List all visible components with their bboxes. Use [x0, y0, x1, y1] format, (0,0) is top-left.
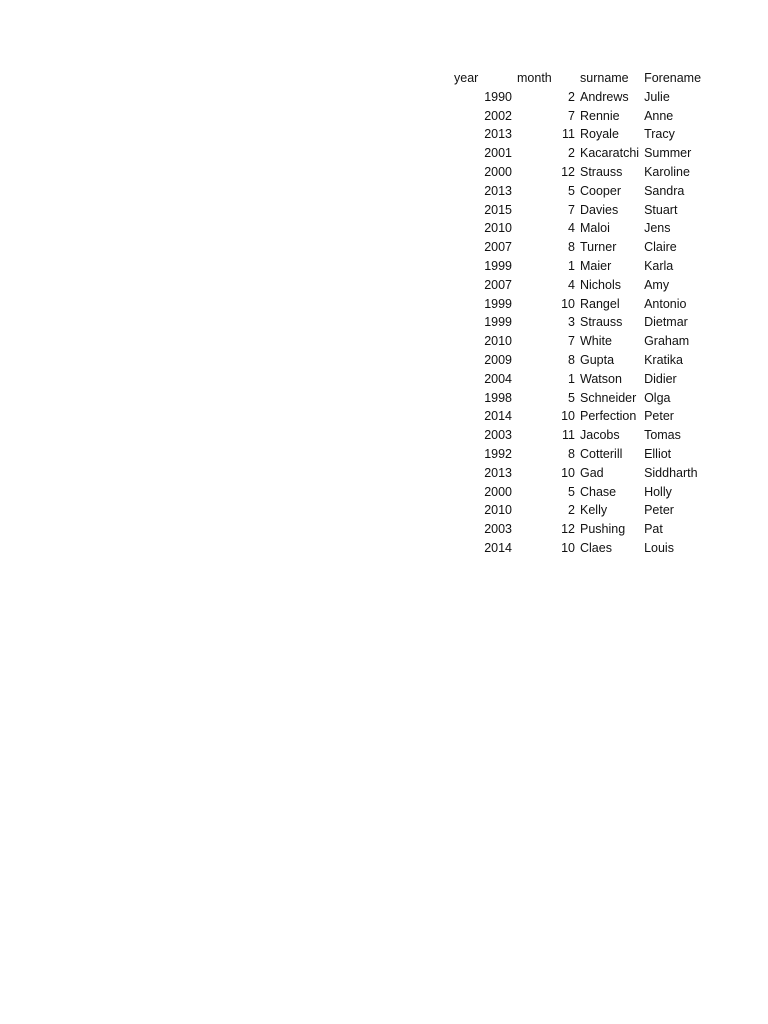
cell-year: 2013: [484, 127, 512, 142]
cell-surname: Claes: [580, 540, 612, 555]
cell-forename: Dietmar: [644, 315, 688, 330]
cell-month: 12: [561, 522, 575, 537]
cell-forename: Anne: [644, 108, 674, 123]
table-row: [451, 182, 704, 201]
cell-year: 2007: [484, 240, 512, 255]
cell-surname: Perfection: [580, 409, 637, 424]
cell-year: 2000: [484, 164, 512, 179]
cell-surname: Schneider: [580, 390, 637, 405]
cell-surname: Jacobs: [580, 428, 620, 443]
cell-forename: Sandra: [644, 183, 685, 198]
cell-month: 8: [568, 446, 575, 461]
cell-month: 10: [561, 296, 575, 311]
cell-month: 12: [561, 164, 575, 179]
cell-surname: Kelly: [580, 503, 608, 518]
cell-surname: Maloi: [580, 221, 610, 236]
cell-forename: Claire: [644, 240, 677, 255]
table-row: [451, 144, 704, 163]
cell-forename: Karla: [644, 258, 674, 273]
table-row: [451, 107, 704, 126]
cell-forename: Peter: [644, 503, 674, 518]
cell-year: 2000: [484, 484, 512, 499]
cell-year: 2013: [484, 465, 512, 480]
cell-month: 7: [568, 334, 575, 349]
cell-forename: Elliot: [644, 446, 672, 461]
header-year: year: [454, 71, 479, 85]
cell-year: 2002: [484, 108, 512, 123]
table-row: [451, 520, 704, 539]
cell-surname: Strauss: [580, 315, 623, 330]
table-row: [451, 407, 704, 426]
cell-forename: Olga: [644, 390, 671, 405]
cell-year: 2010: [484, 334, 512, 349]
cell-forename: Kratika: [644, 352, 683, 367]
cell-month: 1: [568, 371, 575, 386]
table-row: [451, 464, 704, 483]
table-row: [451, 351, 704, 370]
cell-month: 11: [562, 428, 575, 443]
cell-month: 4: [568, 221, 575, 236]
table-row: [451, 389, 704, 408]
cell-surname: Gupta: [580, 352, 615, 367]
cell-year: 2001: [484, 146, 512, 161]
cell-year: 1999: [484, 296, 512, 311]
cell-forename: Stuart: [644, 202, 678, 217]
cell-forename: Julie: [644, 89, 670, 104]
cell-month: 7: [568, 202, 575, 217]
cell-forename: Siddharth: [644, 465, 698, 480]
cell-surname: Strauss: [580, 164, 623, 179]
cell-year: 2010: [484, 221, 512, 236]
cell-year: 2007: [484, 277, 512, 292]
cell-year: 2014: [484, 409, 512, 424]
cell-month: 8: [568, 352, 575, 367]
cell-surname: Turner: [580, 240, 617, 255]
cell-year: 1992: [484, 446, 512, 461]
cell-surname: Cooper: [580, 183, 621, 198]
data-table: [451, 69, 704, 558]
cell-surname: Kacaratchi: [580, 146, 640, 161]
cell-surname: Andrews: [580, 89, 629, 104]
cell-forename: Antonio: [644, 296, 687, 311]
cell-month: 1: [568, 258, 575, 273]
cell-surname: Davies: [580, 202, 619, 217]
table-row: [451, 201, 704, 220]
cell-forename: Pat: [644, 522, 663, 537]
table-row: [451, 163, 704, 182]
cell-month: 2: [568, 146, 575, 161]
cell-month: 5: [568, 484, 575, 499]
cell-year: 2003: [484, 522, 512, 537]
table-row: [451, 313, 704, 332]
cell-year: 1999: [484, 258, 512, 273]
table-row: [451, 483, 704, 502]
table-row: [451, 539, 704, 558]
cell-forename: Graham: [644, 334, 690, 349]
cell-month: 3: [568, 315, 575, 330]
table-row: [451, 501, 704, 520]
cell-year: 1990: [484, 89, 512, 104]
table-row: [451, 125, 704, 144]
cell-year: 2009: [484, 352, 512, 367]
cell-surname: Gad: [580, 465, 604, 480]
cell-month: 4: [568, 277, 575, 292]
table-row: [451, 276, 704, 295]
header-surname: surname: [580, 71, 629, 85]
cell-month: 10: [561, 465, 575, 480]
table-row: [451, 426, 704, 445]
cell-forename: Summer: [644, 146, 692, 161]
cell-forename: Louis: [644, 540, 674, 555]
cell-forename: Didier: [644, 371, 677, 386]
cell-surname: Pushing: [580, 522, 626, 537]
cell-year: 2014: [484, 540, 512, 555]
cell-year: 2010: [484, 503, 512, 518]
cell-surname: Watson: [580, 371, 622, 386]
cell-month: 10: [561, 409, 575, 424]
cell-forename: Tracy: [644, 127, 675, 142]
cell-month: 8: [568, 240, 575, 255]
cell-surname: Nichols: [580, 277, 621, 292]
cell-surname: Rangel: [580, 296, 620, 311]
cell-month: 7: [568, 108, 575, 123]
cell-month: 10: [561, 540, 575, 555]
cell-surname: Chase: [580, 484, 617, 499]
cell-month: 5: [568, 390, 575, 405]
cell-month: 11: [562, 127, 575, 142]
cell-year: 2003: [484, 428, 512, 443]
cell-surname: Royale: [580, 127, 619, 142]
table-header-row: [451, 69, 704, 88]
cell-month: 2: [568, 89, 575, 104]
cell-year: 2004: [484, 371, 512, 386]
cell-forename: Peter: [644, 409, 674, 424]
cell-forename: Holly: [644, 484, 672, 499]
cell-forename: Tomas: [644, 428, 681, 443]
table-row: [451, 88, 704, 107]
header-month: month: [517, 71, 552, 85]
cell-surname: Cotterill: [580, 446, 623, 461]
table-row: [451, 257, 704, 276]
table-row: [451, 219, 704, 238]
cell-year: 1999: [484, 315, 512, 330]
table-row: [451, 445, 704, 464]
cell-year: 1998: [484, 390, 512, 405]
table-row: [451, 332, 704, 351]
cell-forename: Jens: [644, 221, 671, 236]
table-row: [451, 238, 704, 257]
cell-month: 2: [568, 503, 575, 518]
cell-surname: Rennie: [580, 108, 620, 123]
cell-forename: Karoline: [644, 164, 690, 179]
table-row: [451, 370, 704, 389]
cell-surname: Maier: [580, 258, 612, 273]
cell-forename: Amy: [644, 277, 670, 292]
cell-year: 2013: [484, 183, 512, 198]
cell-month: 5: [568, 183, 575, 198]
table-body: [451, 88, 704, 558]
cell-surname: White: [580, 334, 612, 349]
header-forename: Forename: [644, 71, 702, 85]
table-row: [451, 295, 704, 314]
cell-year: 2015: [484, 202, 512, 217]
